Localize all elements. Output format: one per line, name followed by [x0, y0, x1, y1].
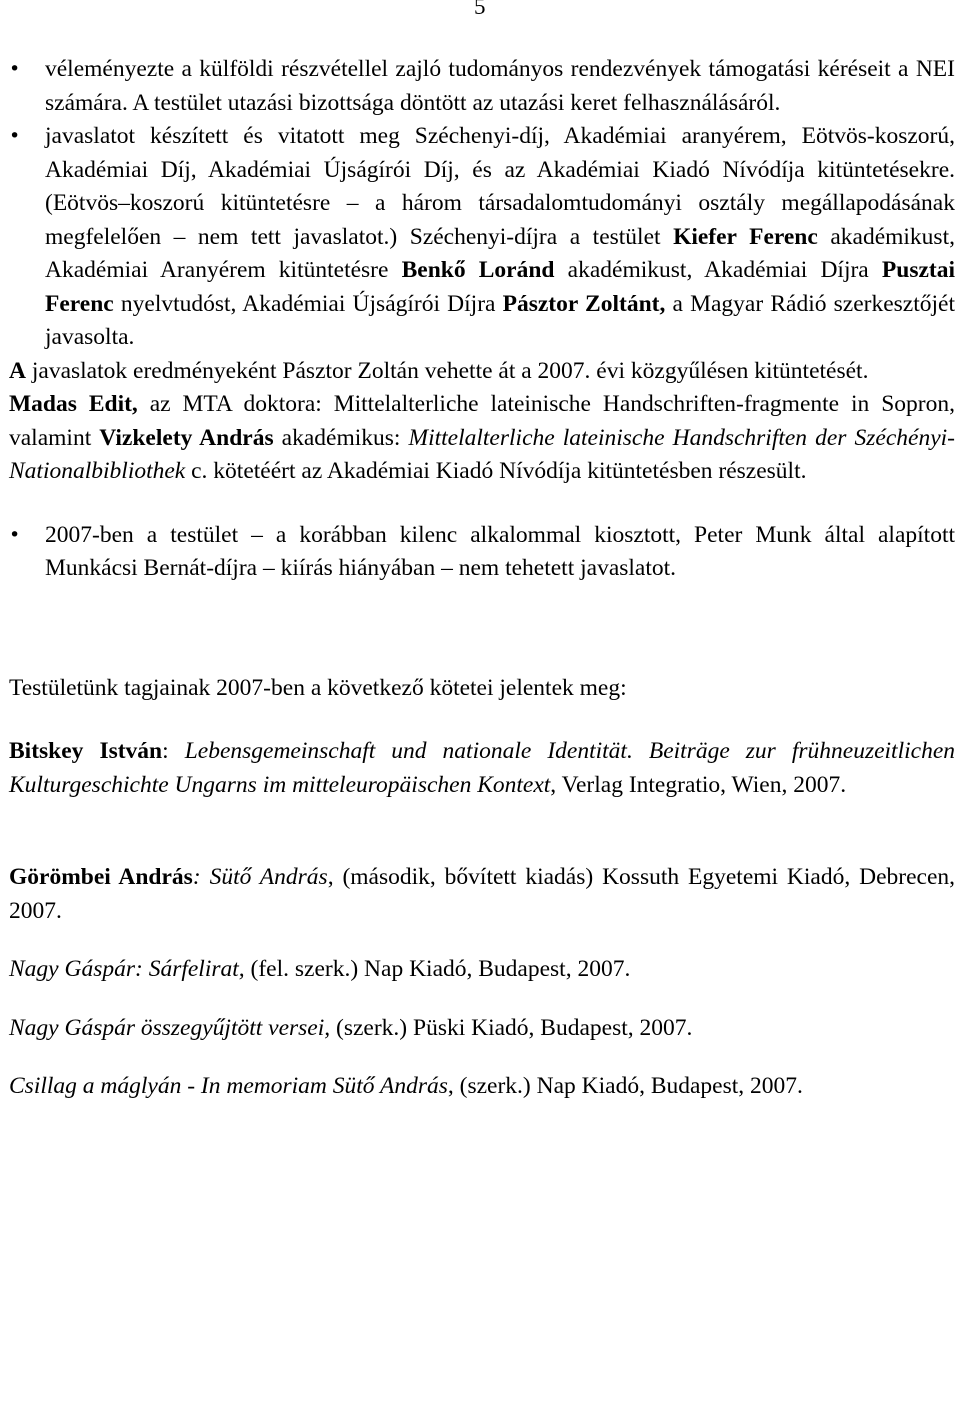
publications-heading: Testületünk tagjainak 2007-ben a következő kötetei jelentek meg:: [9, 674, 627, 701]
bullet-text: javaslatot készített és vitatott meg Széchenyi-díj, Akadémiai aranyérem, Eötvös-koszorú, Akadémiai Díj, Akadémiai Újságírói Díj, és az Akadémiai Kiadó Nívódíja kitüntetésekre. (Eötvös–koszorú kitüntetésre – a három társadalomtudományi osztály megállapodásának megfelelően – nem tett javaslatot.) Széchenyi-díjra a testület: [45, 123, 955, 250]
prize-bullet-list: [9, 519, 955, 586]
publication-item: [9, 861, 955, 928]
publication-item: [9, 1070, 955, 1104]
activity-bullet-list: [9, 53, 955, 355]
publication-title: Lebensgemeinschaft und nationale Identität. Beiträge zur frühneuzeitlichen Kulturgeschichte Ungarns im mitteleuropäischen Kontext: [9, 738, 955, 798]
bullet-text: a Magyar Rádió szerkesztőjét javasolta.: [45, 290, 955, 350]
madas-paragraph: [9, 388, 955, 489]
page-content: [9, 53, 955, 1104]
bullet-icon: •: [9, 523, 21, 546]
publication-details: , (második, bővített kiadás) Kossuth Egyetemi Kiadó, Debrecen, 2007.: [9, 864, 956, 924]
publication-details: (fel. szerk.) Nap Kiadó, Budapest, 2007.: [244, 956, 631, 982]
publication-separator: :: [162, 738, 185, 764]
bullet-text: 2007-ben a testület – a korábban kilenc alkalommal kiosztott, Peter Munk által alapított Munkácsi Bernát-díjra – kiírás hiányában – nem tehetett javaslatot.: [45, 521, 955, 581]
bullet-icon: •: [9, 58, 21, 80]
publication-title: Csillag a máglyán - In memoriam Sütő András: [9, 1073, 448, 1099]
publication-title: Nagy Gáspár összegyűjtött versei,: [9, 1014, 331, 1041]
publication-title: Nagy Gáspár: Sárfelirat,: [9, 956, 245, 982]
page-number: 5: [474, 0, 486, 19]
person-name: Madas Edit,: [9, 391, 138, 417]
bullet-text: akadémikust, Akadémiai Díjra: [554, 257, 882, 283]
paragraph-text: c. kötetéért az Akadémiai Kiadó Nívódíja kitüntetésben részesült.: [185, 458, 807, 484]
bullet-icon: •: [9, 125, 21, 147]
publication-item: [9, 1012, 955, 1046]
paragraph-text: akadémikus:: [273, 424, 409, 451]
person-name: Vizkelety András: [99, 424, 274, 451]
publication-separator: :: [192, 864, 210, 890]
person-name: Pásztor Zoltánt,: [502, 290, 666, 317]
bullet-text: véleményezte a külföldi részvétellel zajló tudományos rendezvények támogatási kéréseit a NEI számára. A testület utazási bizottsága döntött az utazási keret felhasználásáról.: [45, 56, 955, 116]
publication-details: , Verlag Integratio, Wien, 2007.: [550, 771, 847, 798]
bullet-text: nyelvtudóst, Akadémiai Újságírói Díjra: [113, 290, 503, 317]
result-lead: A: [9, 357, 26, 384]
list-item: [9, 519, 955, 586]
publication-details: (szerk.) Püski Kiadó, Budapest, 2007.: [330, 1014, 693, 1041]
list-item: [9, 53, 955, 120]
publication-author: Bitskey István: [9, 738, 163, 764]
person-name: Pusztai Ferenc: [45, 257, 955, 317]
paragraph-text: az MTA doktora: Mittelalterliche lateinische Handschriften-fragmente in Sopron, valamint: [9, 391, 955, 451]
list-item: [9, 120, 955, 355]
result-paragraph: [9, 355, 955, 389]
person-name: Benkő Loránd: [401, 257, 555, 283]
book-title: Mittelalterliche lateinische Handschriften der Széchényi-Nationalbibliothek: [9, 424, 955, 484]
bullet-text: akadémikust, Akadémiai Aranyérem kitüntetésre: [45, 223, 955, 283]
result-text: javaslatok eredményeként Pásztor Zoltán vehette át a 2007. évi közgyűlésen kitüntetését.: [25, 357, 869, 384]
publication-item: [9, 953, 955, 987]
publication-details: , (szerk.) Nap Kiadó, Budapest, 2007.: [447, 1073, 803, 1099]
publication-item: [9, 735, 955, 802]
person-name: Kiefer Ferenc: [673, 223, 818, 250]
publication-title: Sütő András: [209, 864, 328, 890]
publication-author: Görömbei András: [9, 864, 193, 890]
